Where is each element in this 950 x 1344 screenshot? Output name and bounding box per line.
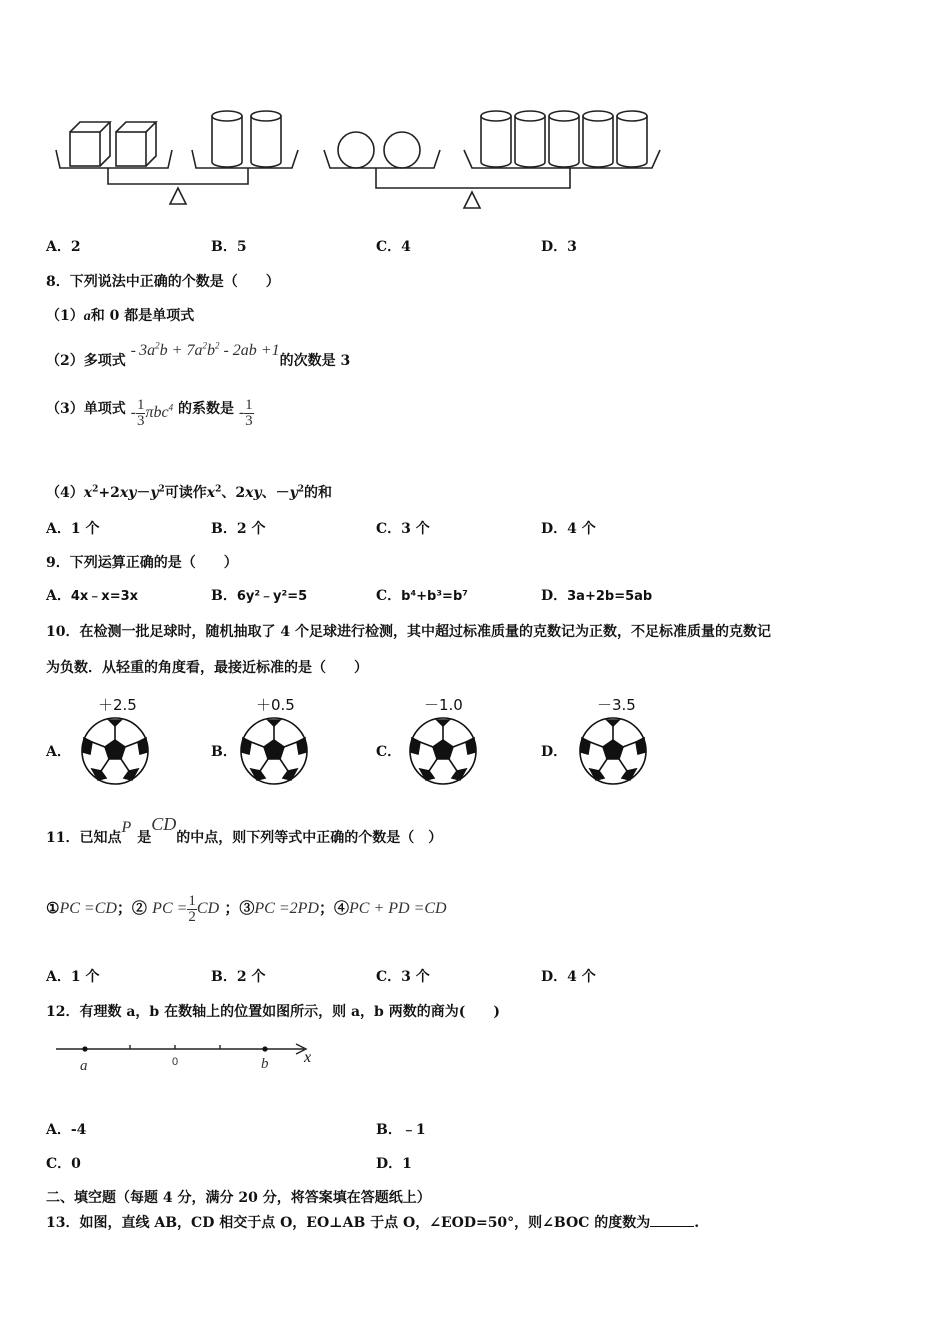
q11-option-b[interactable]: B．2 个: [211, 969, 266, 985]
balance-scale-figure-right: [322, 100, 667, 212]
q11-stem: 11．已知点P是CD的中点，则下列等式中正确的个数是（ ）: [46, 814, 443, 846]
q11-option-c[interactable]: C．3 个: [376, 969, 430, 985]
soccer-ball-icon: [578, 716, 648, 786]
cylinder-2: [251, 111, 281, 167]
polynomial-expression: - $3a^2b + 7a^2b^2 - 2ab +1$: [130, 340, 280, 359]
q10-option-a[interactable]: A．: [46, 744, 71, 760]
section-heading-fill-in: 二、填空题（每题 4 分，满分 20 分，将答案填在答题纸上）: [46, 1190, 431, 1206]
q7-option-a[interactable]: A．2: [46, 239, 81, 255]
q10-stem-line2: 为负数．从轻重的角度看，最接近标准的是（ ）: [46, 660, 368, 676]
q10-option-d[interactable]: D．: [541, 744, 568, 760]
sphere-1: [338, 132, 374, 168]
q7-option-c[interactable]: C．4: [376, 239, 411, 255]
q8-option-a[interactable]: A．1 个: [46, 521, 100, 537]
cube-2: [116, 122, 156, 166]
q10-ball-a-value: ＋2.5: [98, 696, 137, 714]
q9-option-a[interactable]: A．4x﹣x=3x: [46, 588, 139, 604]
soccer-ball-icon: [408, 716, 478, 786]
number-line-figure: [52, 1036, 332, 1080]
soccer-ball-icon: [239, 716, 309, 786]
q11-option-d[interactable]: D．4 个: [541, 969, 596, 985]
q13-stem: 13．如图，直线 AB，CD 相交于点 O，EO⊥AB 于点 O，∠EOD=50°，则∠BOC 的度数为 .: [46, 1215, 700, 1231]
balance-scale-figure-left: [52, 100, 312, 210]
q10-option-c[interactable]: C．: [376, 744, 402, 760]
q10-ball-c-value: －1.0: [424, 696, 463, 714]
cylinder-5: [549, 111, 579, 167]
q8-stem: 8．下列说法中正确的个数是（ ）: [46, 274, 280, 290]
soccer-ball-icon: [80, 716, 150, 786]
q12-stem: 12．有理数 a，b 在数轴上的位置如图所示，则 a，b 两数的商为( ): [46, 1004, 500, 1020]
cylinder-6: [583, 111, 613, 167]
q8-statement-3: （3）单项式 - $\frac{1}{3}$ πbc$^4$ 的系数是 - $\frac{1}{3}$: [46, 397, 253, 429]
q11-equations: ①PC =CD；② PC = $\frac{1}{2}$ CD ；③PC =2PD；④PC + PD =CD: [46, 893, 447, 925]
q7-option-b[interactable]: B．5: [211, 239, 247, 255]
q12-option-b[interactable]: B．﹣1: [376, 1122, 426, 1138]
cylinder-1: [212, 111, 242, 167]
q9-option-d[interactable]: D．3a+2b=5ab: [541, 588, 653, 604]
q8-option-b[interactable]: B．2 个: [211, 521, 266, 537]
coefficient-expression: - $\frac{1}{3}$: [238, 397, 253, 429]
q7-option-d[interactable]: D．3: [541, 239, 577, 255]
cylinder-4: [515, 111, 545, 167]
q8-statement-1: （1）a和 0 都是单项式: [46, 308, 195, 324]
q12-option-d[interactable]: D．1: [376, 1156, 412, 1172]
sphere-2: [384, 132, 420, 168]
number-line-label-a: a: [80, 1058, 88, 1074]
number-line-label-x: x: [304, 1049, 312, 1066]
cylinder-7: [617, 111, 647, 167]
q9-option-c[interactable]: C．b⁴+b³=b⁷: [376, 588, 468, 604]
cylinder-3: [481, 111, 511, 167]
number-line-label-zero: 0: [172, 1056, 179, 1068]
q11-option-a[interactable]: A．1 个: [46, 969, 100, 985]
monomial-expression: - $\frac{1}{3}$ πbc$^4$: [130, 397, 174, 429]
q8-option-c[interactable]: C．3 个: [376, 521, 430, 537]
q10-ball-b-value: ＋0.5: [256, 696, 295, 714]
q10-option-b[interactable]: B．: [211, 744, 237, 760]
q10-ball-d-value: －3.5: [597, 696, 636, 714]
q8-option-d[interactable]: D．4 个: [541, 521, 596, 537]
q9-option-b[interactable]: B．6y²﹣y²=5: [211, 588, 308, 604]
q12-option-c[interactable]: C．0: [46, 1156, 81, 1172]
q8-statement-2: （2）多项式 - $3a^2b + 7a^2b^2 - 2ab +1$的次数是 3: [46, 340, 351, 369]
q10-stem-line1: 10．在检测一批足球时，随机抽取了 4 个足球进行检测，其中超过标准质量的克数记为正数，不足标准质量的克数记: [46, 624, 771, 640]
cube-1: [70, 122, 110, 166]
q13-answer-blank[interactable]: [650, 1214, 694, 1227]
q9-stem: 9．下列运算正确的是（ ）: [46, 555, 238, 571]
q8-statement-4: $(4)x^2+2xy-y^2$可读作$x^2$、2xy、$-y^2$的和: [46, 484, 333, 501]
number-line-label-b: b: [261, 1056, 269, 1072]
q12-option-a[interactable]: A．-4: [46, 1122, 87, 1138]
